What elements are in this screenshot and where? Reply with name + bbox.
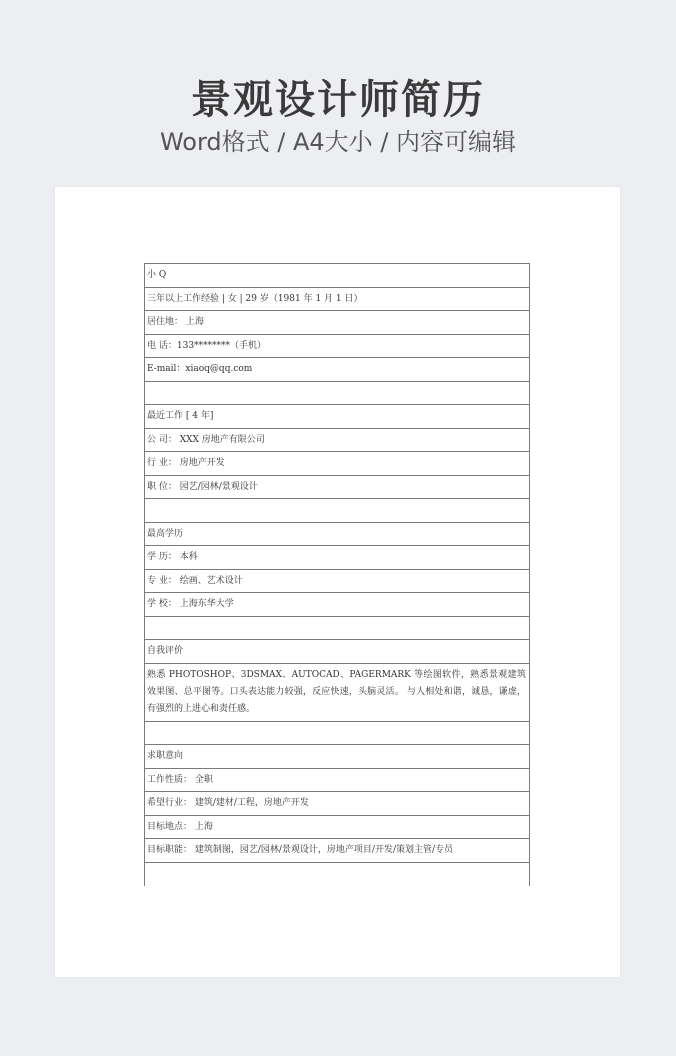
degree-row: 学 历： 本科 <box>144 546 530 570</box>
job-type-row: 工作性质： 全职 <box>144 769 530 793</box>
document-page <box>55 187 620 977</box>
industry-row: 行 业： 房地产开发 <box>144 452 530 476</box>
empty-row <box>144 722 530 746</box>
position-row: 职 位： 园艺/园林/景观设计 <box>144 476 530 500</box>
page-title: 景观设计师简历 <box>191 77 485 123</box>
desired-industry-row: 希望行业： 建筑/建材/工程，房地产开发 <box>144 792 530 816</box>
name-row: 小 Q <box>144 264 530 288</box>
self-evaluation-text: 熟悉 PHOTOSHOP、3DSMAX、AUTOCAD、PAGERMARK 等绘图软件，熟悉景观建筑效果图、总平图等。口头表达能力较强，反应快速，头脑灵活。 与人相处和谐，诚恳，谦虚，有强烈的上进心和责任感。 <box>144 664 530 722</box>
major-row: 专 业： 绘画、艺术设计 <box>144 570 530 594</box>
job-intention-heading: 求职意向 <box>144 745 530 769</box>
education-heading: 最高学历 <box>144 523 530 547</box>
residence-row: 居住地： 上海 <box>144 311 530 335</box>
school-row: 学 校： 上海东华大学 <box>144 593 530 617</box>
email-row: E-mail：xiaoq@qq.com <box>144 358 530 382</box>
target-location-row: 目标地点： 上海 <box>144 816 530 840</box>
resume-table <box>144 263 530 886</box>
empty-row <box>144 863 530 886</box>
company-row: 公 司： XXX 房地产有限公司 <box>144 429 530 453</box>
self-evaluation-heading: 自我评价 <box>144 640 530 664</box>
phone-row: 电 话：133********（手机） <box>144 335 530 359</box>
recent-work-heading: 最近工作 [ 4 年] <box>144 405 530 429</box>
basic-info-row: 三年以上工作经验 | 女 | 29 岁（1981 年 1 月 1 日） <box>144 288 530 312</box>
empty-row <box>144 617 530 641</box>
empty-row <box>144 382 530 406</box>
target-function-row: 目标职能： 建筑制图，园艺/园林/景观设计，房地产项目/开发/策划主管/专员 <box>144 839 530 863</box>
empty-row <box>144 499 530 523</box>
page-subtitle: Word格式 / A4大小 / 内容可编辑 <box>159 128 517 156</box>
